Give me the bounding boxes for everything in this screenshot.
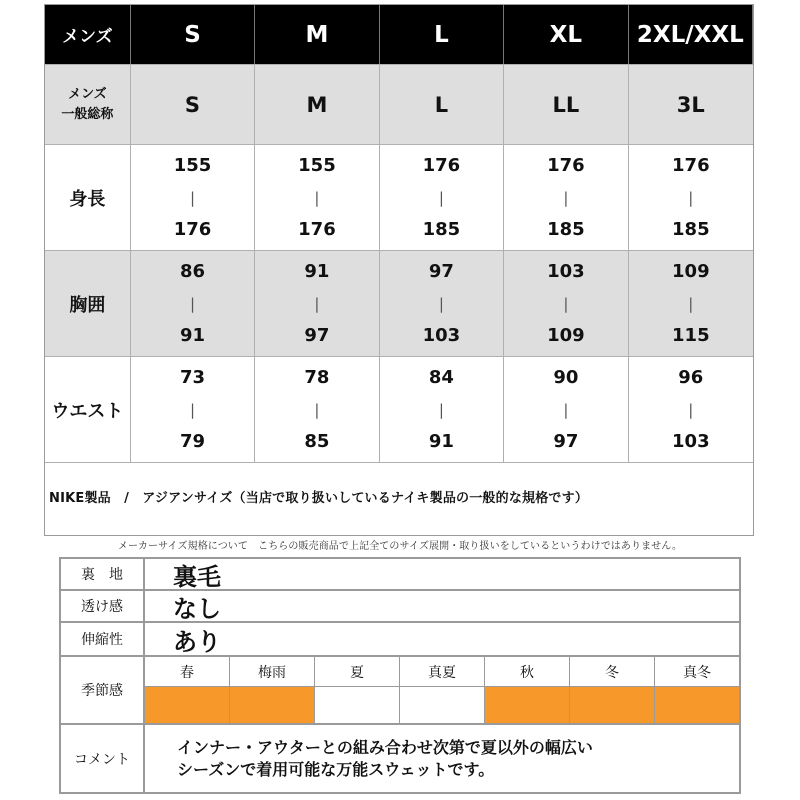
waist-row [45,356,753,462]
range-min: 155 [298,154,336,176]
range-value [423,150,461,246]
range-max: 91 [179,324,206,346]
comment-line2: シーズンで着用可能な万能スウェットです。 [177,759,495,779]
lining-value: 裏毛 [173,562,221,591]
range-separator: | [438,400,444,419]
range-separator: | [688,400,694,419]
season-cell [230,657,315,723]
range-separator: | [314,400,320,419]
sheer-label: 透け感 [61,591,145,621]
range-min: 176 [422,154,461,176]
range-min: 91 [304,260,330,282]
range-separator: | [688,188,694,207]
range-cell-2xl [629,145,753,250]
size-2xl-header: 2XL/XXL [629,5,753,64]
size-xl-header: XL [504,5,628,64]
lining-label: 裏 地 [61,559,145,589]
range-min: 90 [553,366,579,388]
range-cell-m [255,251,379,356]
range-cell-2xl [629,357,753,462]
general-size-row [45,64,753,144]
range-value [547,256,585,352]
range-value [672,256,710,352]
range-max: 176 [173,218,212,240]
range-cell-s [131,145,255,250]
season-indicator-active [230,687,314,723]
sheer-row [61,591,739,623]
range-value [429,362,454,458]
range-max: 185 [422,218,461,240]
season-name: 秋 [485,657,569,687]
range-value [304,256,329,352]
range-cell-s [131,251,255,356]
range-separator: | [563,400,569,419]
range-separator: | [563,188,569,207]
season-grid [145,657,739,723]
range-min: 84 [428,366,454,388]
range-max: 97 [553,430,579,452]
general-size-s: S [131,65,255,144]
range-max: 109 [547,324,585,346]
range-min: 176 [547,154,585,176]
stretch-value: あり [173,627,221,656]
season-indicator-active [485,687,569,723]
range-max: 97 [304,324,330,346]
range-separator: | [438,188,444,207]
range-min: 109 [672,260,710,282]
comment-label: コメント [61,725,145,792]
range-value [547,150,585,246]
general-size-m: M [255,65,379,144]
range-min: 97 [428,260,454,282]
season-cell [655,657,739,723]
season-cell [570,657,655,723]
season-cell [145,657,230,723]
range-cell-l [380,145,504,250]
season-name: 梅雨 [230,657,314,687]
maker-size-note: メーカーサイズ規格について こちらの販売商品で上記全てのサイズ展開・取り扱いをしているというわけではありません。 [117,541,683,552]
range-max: 176 [298,218,336,240]
season-indicator-active [655,687,739,723]
range-cell-2xl [629,251,753,356]
range-max: 185 [672,218,710,240]
size-m-header: M [255,5,379,64]
range-max: 91 [428,430,454,452]
size-s-header: S [131,5,255,64]
range-value [180,362,205,458]
range-cell-m [255,357,379,462]
chest-row [45,250,753,356]
general-size-label [45,65,131,144]
range-separator: | [438,294,444,313]
measure-label: 身長 [45,145,131,250]
product-info-table [59,557,741,794]
range-separator: | [688,294,694,313]
range-cell-l [380,251,504,356]
range-separator: | [189,188,196,207]
range-separator: | [189,294,196,313]
lining-row [61,559,739,591]
season-indicator-inactive [315,687,399,723]
range-cell-xl [504,145,628,250]
season-cell [315,657,400,723]
size-header-row [45,5,753,64]
range-value [672,362,710,458]
size-table [44,4,754,536]
range-min: 176 [672,154,710,176]
measure-label: 胸囲 [45,251,131,356]
range-max: 103 [422,324,461,346]
range-min: 86 [179,260,206,282]
range-separator: | [563,294,569,313]
general-size-3l: 3L [676,92,705,117]
header-label: メンズ [45,5,131,64]
range-separator: | [189,400,196,419]
range-value [553,362,578,458]
season-name: 真冬 [655,657,739,687]
season-name: 春 [145,657,229,687]
general-label-line2: 一般総称 [61,106,114,122]
general-size-ll: LL [504,65,628,144]
season-indicator-inactive [400,687,484,723]
season-name: 冬 [570,657,654,687]
stretch-label: 伸縮性 [61,623,145,655]
height-row [45,144,753,250]
comment-line1: インナー・アウターとの組み合わせ次第で夏以外の幅広い [177,737,593,757]
season-row [61,657,739,725]
range-value [180,256,205,352]
range-cell-xl [504,251,628,356]
range-cell-l [380,357,504,462]
comment-row [61,725,739,792]
range-cell-s [131,357,255,462]
range-max: 85 [304,430,330,452]
sheer-value: なし [173,594,221,623]
size-l-header: L [380,5,504,64]
range-value [298,150,336,246]
range-value [304,362,329,458]
season-name: 真夏 [400,657,484,687]
season-indicator-active [570,687,654,723]
range-min: 73 [179,366,206,388]
range-min: 155 [173,154,212,176]
season-name: 夏 [315,657,399,687]
range-max: 115 [672,324,710,346]
range-max: 103 [672,430,710,452]
range-min: 103 [547,260,585,282]
stretch-row [61,623,739,657]
range-max: 79 [179,430,206,452]
range-max: 185 [547,218,585,240]
range-min: 78 [304,366,330,388]
size-note-row [45,462,753,535]
range-separator: | [314,188,320,207]
season-cell [485,657,570,723]
season-indicator-active [145,687,229,723]
size-note: NIKE製品 / アジアンサイズ（当店で取り扱いしているナイキ製品の一般的な規格です） [49,490,589,506]
range-value [174,150,212,246]
range-separator: | [314,294,320,313]
range-value [423,256,461,352]
range-min: 96 [678,366,704,388]
general-label-line1: メンズ [68,86,107,102]
measure-label: ウエスト [45,357,131,462]
general-size-l: L [380,65,504,144]
range-cell-m [255,145,379,250]
season-cell [400,657,485,723]
season-label: 季節感 [61,657,145,723]
comment-text [145,725,739,792]
range-cell-xl [504,357,628,462]
range-value [672,150,710,246]
